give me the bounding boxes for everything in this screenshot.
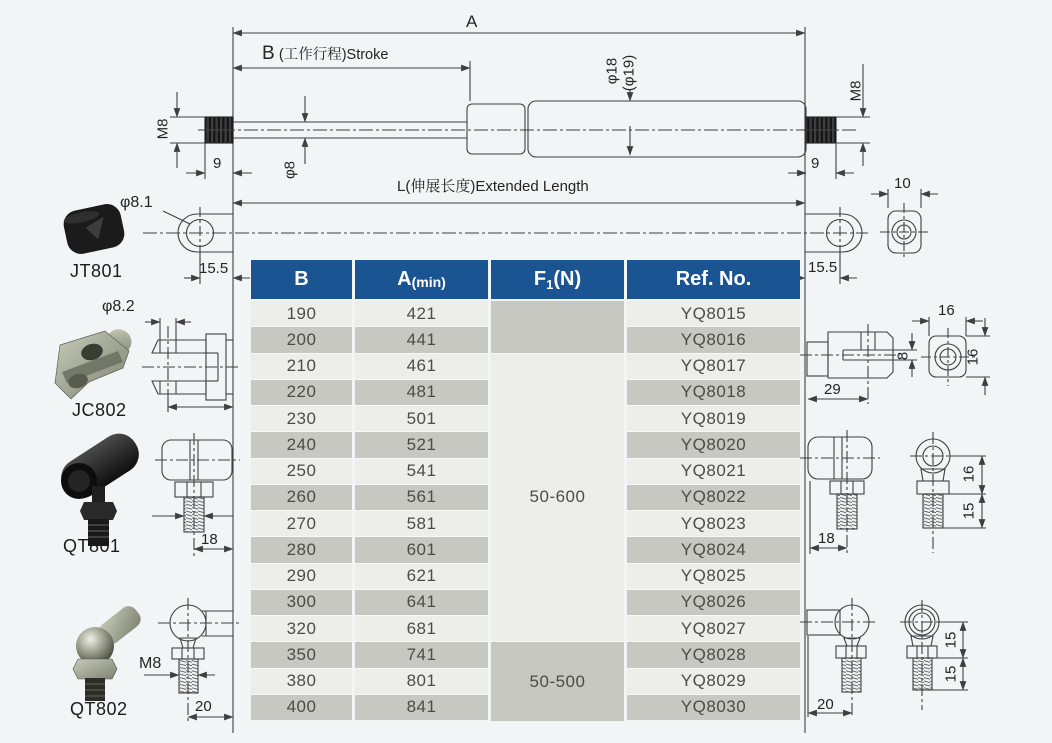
dim-label-29: 29 — [824, 381, 841, 398]
dim-label-9-right: 9 — [811, 155, 820, 172]
cell-a: 561 — [355, 485, 488, 511]
jc802-photo — [55, 324, 136, 399]
col-header-b — [251, 260, 352, 299]
cell-ref: YQ8027 — [627, 616, 800, 642]
dim-label-offset-left: 15.5 — [199, 260, 229, 277]
cell-ref: YQ8025 — [627, 564, 800, 590]
stroke-b: B — [262, 43, 275, 64]
dim-label-eyelet-width: 10 — [894, 175, 911, 192]
dim-label-eyelet-hole: φ8.1 — [120, 194, 153, 211]
cell-a: 501 — [355, 406, 488, 432]
cell-a: 461 — [355, 354, 488, 380]
dim-label-pin-dia: φ8.2 — [102, 298, 135, 315]
dim-label-m8-right: M8 — [847, 80, 865, 102]
dim-label-rod-dia: φ8 — [281, 160, 299, 180]
column-a-min — [355, 301, 488, 721]
cell-b: 190 — [251, 301, 352, 327]
extended-length-label: L(伸展长度)Extended Length — [397, 178, 589, 195]
cell-a: 541 — [355, 459, 488, 485]
cell-b: 240 — [251, 432, 352, 458]
cell-ref: YQ8029 — [627, 669, 800, 695]
force-group-empty — [491, 301, 624, 354]
cell-ref: YQ8028 — [627, 642, 800, 668]
part-label-qt801: QT801 — [63, 536, 121, 556]
dim-label-16-qt801: 16 — [960, 465, 978, 483]
cell-b: 350 — [251, 642, 352, 668]
dim-label-stroke — [262, 44, 388, 63]
cell-ref: YQ8016 — [627, 327, 800, 353]
dim-label-16-top: 16 — [938, 302, 955, 319]
cell-b: 290 — [251, 564, 352, 590]
cell-b: 220 — [251, 380, 352, 406]
cell-ref: YQ8030 — [627, 695, 800, 721]
cell-ref: YQ8023 — [627, 511, 800, 537]
cell-b: 300 — [251, 590, 352, 616]
col-header-f-label: F — [533, 268, 547, 290]
col-header-min-label: (min) — [411, 273, 446, 290]
dim-label-20-left: 20 — [195, 698, 212, 715]
dim-label-m8-qt802: M8 — [139, 655, 162, 672]
jc802-side-drawing — [142, 318, 240, 412]
dim-label-body-dia: φ18 — [603, 57, 621, 85]
gas-spring-side-view — [170, 64, 870, 179]
cell-b: 280 — [251, 537, 352, 563]
cell-b: 380 — [251, 669, 352, 695]
table-body — [251, 301, 800, 721]
dim-label-18-right: 18 — [818, 530, 835, 547]
cell-a: 681 — [355, 616, 488, 642]
col-header-a-label: A — [397, 268, 412, 290]
cell-a: 621 — [355, 564, 488, 590]
col-header-n-label: (N) — [553, 268, 582, 290]
cell-a: 441 — [355, 327, 488, 353]
cell-b: 250 — [251, 459, 352, 485]
cell-ref: YQ8020 — [627, 432, 800, 458]
column-ref-no — [627, 301, 800, 721]
cell-ref: YQ8024 — [627, 537, 800, 563]
cell-ref: YQ8019 — [627, 406, 800, 432]
cell-a: 841 — [355, 695, 488, 721]
cell-a: 481 — [355, 380, 488, 406]
stroke-text: (工作行程)Stroke — [278, 47, 389, 63]
qt801-photo — [54, 426, 146, 546]
cell-b: 270 — [251, 511, 352, 537]
cell-b: 320 — [251, 616, 352, 642]
cell-a: 801 — [355, 669, 488, 695]
cell-a: 601 — [355, 537, 488, 563]
cell-b: 400 — [251, 695, 352, 721]
cell-a: 581 — [355, 511, 488, 537]
cell-ref: YQ8021 — [627, 459, 800, 485]
dim-label-m8-left: M8 — [154, 118, 172, 140]
dim-label-slot-8: 8 — [894, 351, 912, 361]
force-group-50-500: 50-500 — [491, 642, 624, 721]
cell-ref: YQ8017 — [627, 354, 800, 380]
cell-ref: YQ8022 — [627, 485, 800, 511]
jt801-photo — [61, 201, 127, 256]
cell-a: 641 — [355, 590, 488, 616]
qt802-photo — [73, 603, 144, 701]
cell-ref: YQ8018 — [627, 380, 800, 406]
cell-b: 210 — [251, 354, 352, 380]
cell-a: 521 — [355, 432, 488, 458]
col-header-b-label: B — [294, 268, 309, 290]
part-label-jt801: JT801 — [70, 261, 123, 281]
cell-b: 200 — [251, 327, 352, 353]
cell-ref: YQ8015 — [627, 301, 800, 327]
dim-label-20-right: 20 — [817, 696, 834, 713]
dim-label-a: A — [466, 12, 478, 31]
dim-label-16-side: 16 — [964, 348, 982, 366]
dim-label-15-qt801: 15 — [960, 502, 978, 520]
dim-label-18-left: 18 — [201, 531, 218, 548]
part-label-jc802: JC802 — [72, 400, 127, 420]
qt801-side-drawing — [152, 433, 240, 558]
col-header-f-sub: 1 — [546, 277, 554, 292]
cell-a: 421 — [355, 301, 488, 327]
col-header-f1n — [491, 260, 624, 299]
column-f1n — [491, 301, 624, 721]
dim-label-15-upper: 15 — [942, 631, 960, 649]
col-header-a-min — [355, 260, 488, 299]
cell-a: 741 — [355, 642, 488, 668]
table-header-row — [251, 260, 800, 299]
dim-label-offset-right: 15.5 — [808, 259, 838, 276]
column-b — [251, 301, 352, 721]
spec-table — [251, 260, 800, 721]
force-group-50-600: 50-600 — [491, 354, 624, 643]
col-header-ref-no — [627, 260, 800, 299]
cell-b: 260 — [251, 485, 352, 511]
dim-label-15-lower: 15 — [942, 665, 960, 683]
dim-label-body-dia-alt: (φ19) — [620, 54, 638, 92]
part-label-qt802: QT802 — [70, 699, 128, 719]
cell-b: 230 — [251, 406, 352, 432]
cell-ref: YQ8026 — [627, 590, 800, 616]
col-header-ref-label: Ref. No. — [675, 268, 752, 290]
dim-label-9-left: 9 — [213, 155, 222, 172]
